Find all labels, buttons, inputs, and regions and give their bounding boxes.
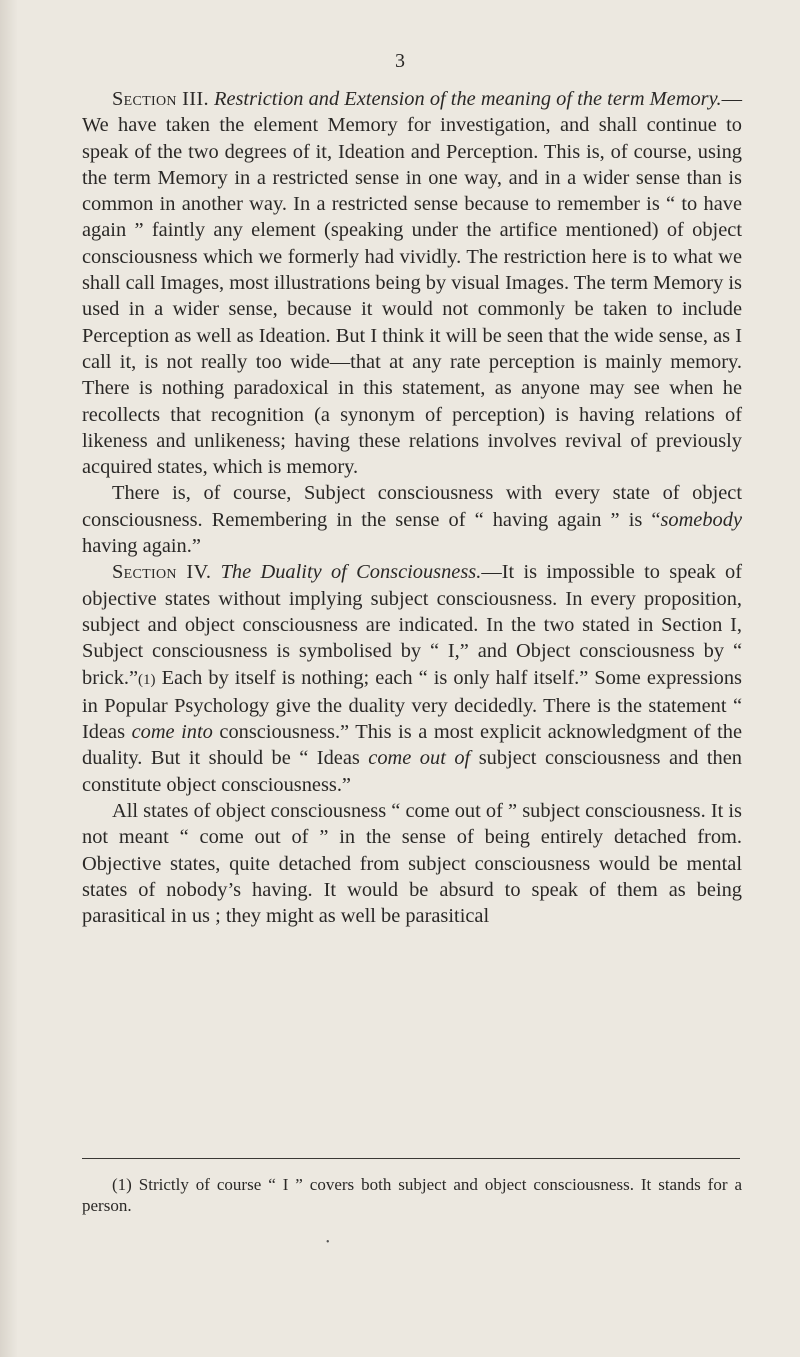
- paragraph-text: There is, of course, Subject consciousness with every state of object consciousness. Remembering in the sense of “ having again ” is “: [82, 482, 742, 531]
- section-heading: Section IV.: [112, 561, 212, 584]
- emphasis: come into: [131, 721, 213, 744]
- paragraph-text: subject consciousness and then constitute object consciousness.”: [82, 747, 742, 796]
- page-edge-shadow: [0, 0, 18, 1357]
- footnote-content: [82, 1174, 742, 1216]
- paragraph-text: having again.”: [82, 535, 201, 558]
- emphasis: come out of: [368, 747, 471, 770]
- footnote-marker: (1): [112, 1175, 132, 1194]
- paragraph-object-states: [82, 798, 742, 929]
- emphasis: somebody: [660, 508, 742, 531]
- paragraph-subject-consciousness: [82, 480, 742, 559]
- page-number: 3: [395, 50, 405, 72]
- paragraph-text: consciousness.” This is a most explicit acknowledgment of the duality. But it should be “ Ideas: [82, 721, 743, 770]
- paragraph-text: Each by itself is nothing; each “ is only half itself.” Some expressions in Popular Psychology give the duality very decidedly. There is the statement “ Ideas: [82, 666, 742, 744]
- paragraph-section-3: [82, 86, 742, 480]
- paragraph-text: —We have taken the element Memory for investigation, and shall continue to speak of the two degrees of it, Ideation and Perception. This is, of course, using the term Memory in a restricted sense in one way, and in a wider sense than is common in another way. In a restricted sense because to remember is “ to have again ” faintly any element (speaking under the artifice mentioned) of object consciousness which we formerly had vividly. The restriction here is to what we shall call Images, most illustrations being by visual Images. The term Memory is used in a wider sense, because it would not commonly be taken to include Perception as well as Ideation. But I think it will be seen that the wide sense, as I call it, is not really too wide—that at any rate perception is mainly memory. There is nothing paradoxical in this statement, as anyone may see when he recollects that recognition (a synonym of perception) is having relations of likeness and unlikeness; having these relations involves revival of previously acquired states, which is memory.: [82, 88, 742, 479]
- paragraph-text: —It is impossible to speak of objective states without implying subject consciousness. In every proposition, subject and object consciousness are indicated. In the two stated in Section I, Subject consciousness is symbolised by “ I,” and Object consciousness by “ brick.”: [82, 561, 742, 689]
- section-title: The Duality of Consciousness.: [220, 561, 482, 584]
- printer-mark: •: [326, 1237, 330, 1248]
- footnote-divider: [82, 1158, 740, 1159]
- section-title: Restriction and Extension of the meaning of the term Memory.: [213, 88, 722, 110]
- footnote: [82, 1174, 742, 1216]
- footnote-reference: (1): [138, 671, 156, 688]
- footnote-text: Strictly of course “ I ” covers both subject and object consciousness. It stands for a person.: [82, 1175, 742, 1215]
- body-text: [82, 86, 742, 930]
- paragraph-text: All states of object consciousness “ come out of ” subject consciousness. It is not meant “ come out of ” in the sense of being entirely detached from. Objective states, quite detached from subject consciousness would be mental states of nobody’s having. It would be absurd to speak of them as being parasitical in us ; they might as well be parasitical: [82, 800, 742, 928]
- section-heading: Section III.: [112, 88, 209, 110]
- paragraph-section-4: [82, 559, 742, 798]
